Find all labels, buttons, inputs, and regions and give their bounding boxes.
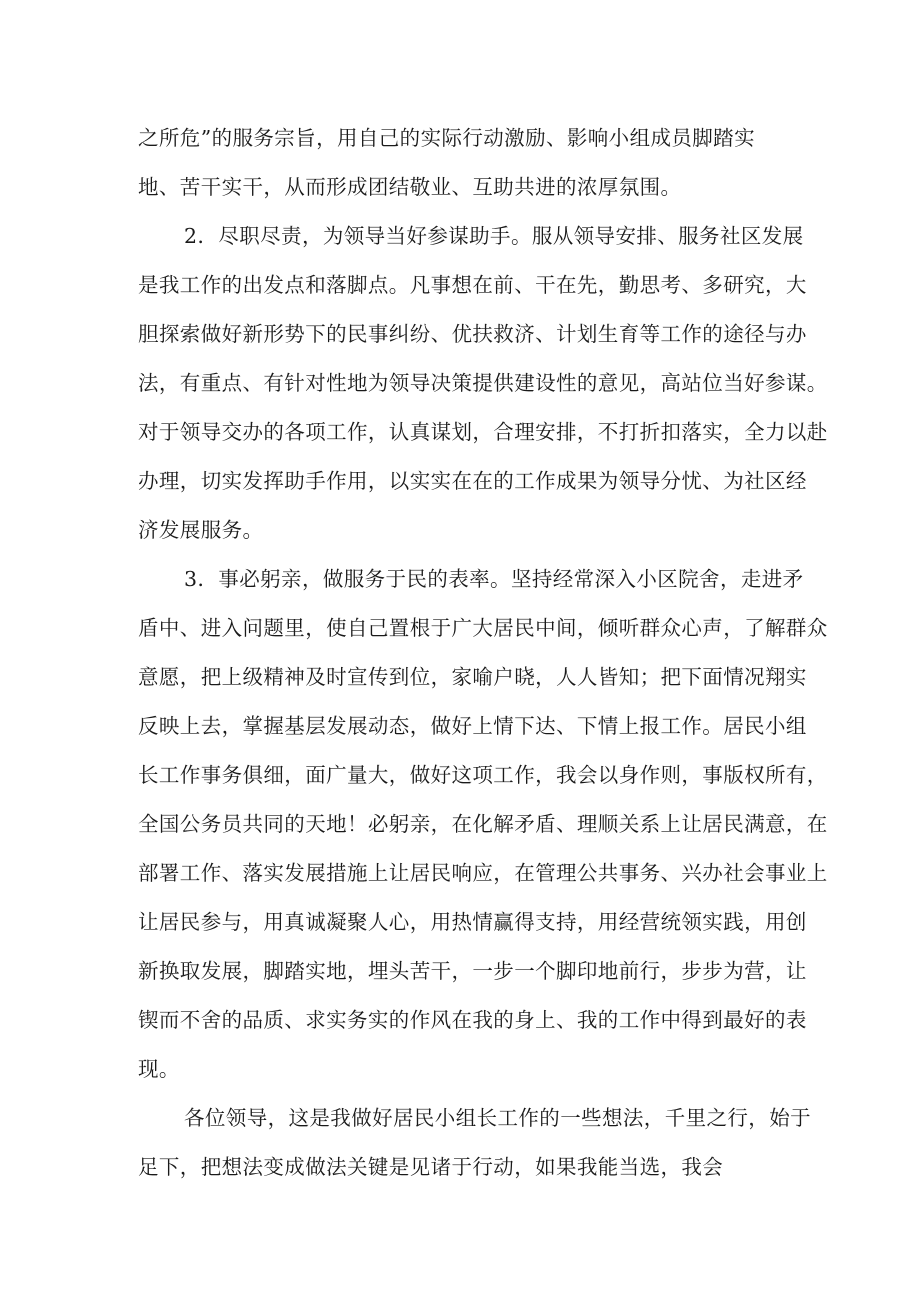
text-line: 盾中、进入问题里，使自己置根于广大居民中间，倾听群众心声，了解群众 xyxy=(138,616,828,640)
text-line: 现。 xyxy=(138,1057,180,1081)
text-line: 地、苦干实干，从而形成团结敬业、互助共进的浓厚氛围。 xyxy=(138,175,682,199)
text-line: 法，有重点、有针对性地为领导决策提供建设性的意见，高站位当好参谋。 xyxy=(138,371,828,395)
text-line: 反映上去，掌握基层发展动态，做好上情下达、下情上报工作。居民小组 xyxy=(138,714,807,738)
text-line: 意愿，把上级精神及时宣传到位，家喻户晓，人人皆知；把下面情况翔实 xyxy=(138,665,807,689)
text-line: 之所危”的服务宗旨，用自己的实际行动激励、影响小组成员脚踏实 xyxy=(138,126,755,150)
text-line: 锲而不舍的品质、求实务实的作风在我的身上、我的工作中得到最好的表 xyxy=(138,1008,807,1032)
text-line: 办理，切实发挥助手作用，以实实在在的工作成果为领导分忧、为社区经 xyxy=(138,469,807,493)
text-line: 足下，把想法变成做法关键是见诸于行动，如果我能当选，我会 xyxy=(138,1155,724,1179)
text-line: 全国公务员共同的天地！必躬亲，在化解矛盾、理顺关系上让居民满意，在 xyxy=(138,812,828,836)
text-line: 长工作事务俱细，面广量大，做好这项工作，我会以身作则，事版权所有， xyxy=(138,763,828,787)
text-line: 各位领导，这是我做好居民小组长工作的一些想法，千里之行，始于 xyxy=(184,1106,811,1130)
text-line: 新换取发展，脚踏实地，埋头苦干，一步一个脚印地前行，步步为营，让 xyxy=(138,959,807,983)
text-line: 对于领导交办的各项工作，认真谋划，合理安排，不打折扣落实，全力以赴 xyxy=(138,420,828,444)
text-line: 让居民参与，用真诚凝聚人心，用热情赢得支持，用经营统领实践，用创 xyxy=(138,910,807,934)
text-line: 2．尽职尽责，为领导当好参谋助手。服从领导安排、服务社区发展 xyxy=(184,224,804,248)
text-line: 胆探索做好新形势下的民事纠纷、优扶救济、计划生育等工作的途径与办 xyxy=(138,322,807,346)
text-line: 济发展服务。 xyxy=(138,518,264,542)
text-line: 3．事必躬亲，做服务于民的表率。坚持经常深入小区院舍，走进矛 xyxy=(184,567,804,591)
text-line: 是我工作的出发点和落脚点。凡事想在前、干在先，勤思考、多研究，大 xyxy=(138,273,807,297)
text-line: 部署工作、落实发展措施上让居民响应，在管理公共事务、兴办社会事业上 xyxy=(138,861,828,885)
